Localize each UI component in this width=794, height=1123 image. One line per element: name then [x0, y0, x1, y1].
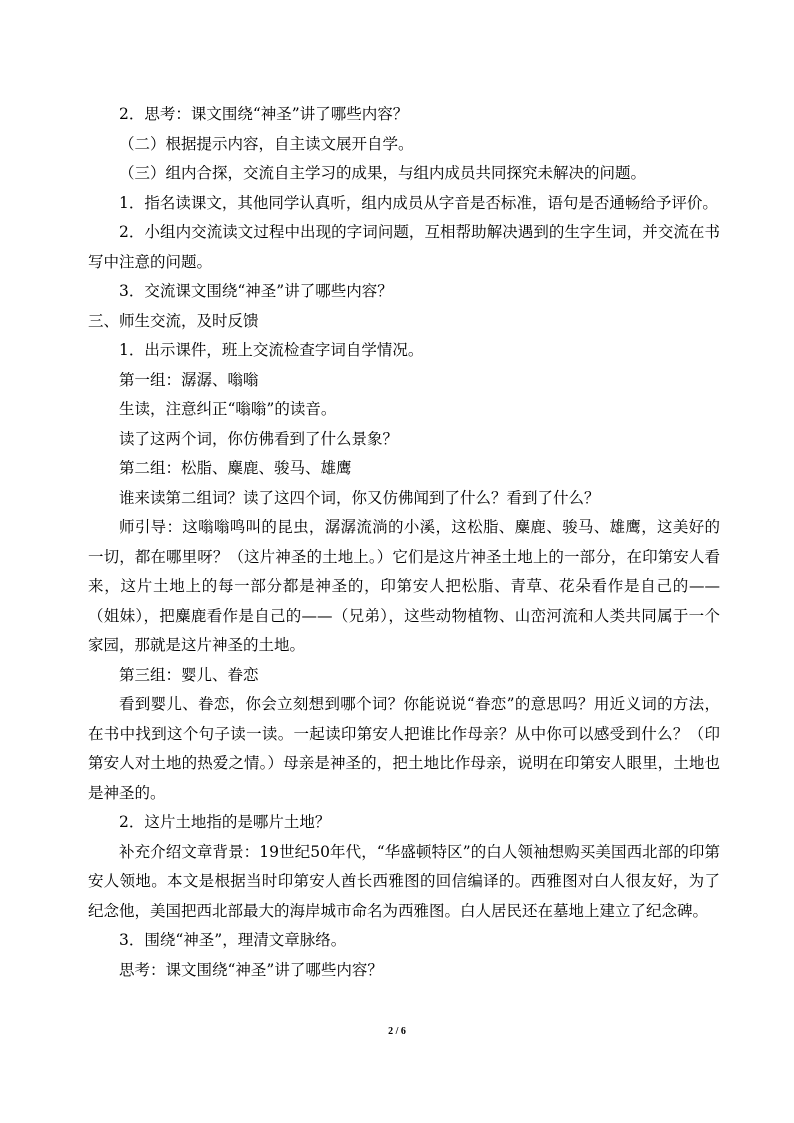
paragraph-8: 1．出示课件，班上交流检查字词自学情况。	[119, 341, 424, 359]
paragraph-9: 第一组：潺潺、嗡嗡	[119, 370, 259, 389]
paragraph-19: 3．围绕“神圣”，理清文章脉络。	[119, 931, 347, 949]
page-number: 2 / 6	[388, 1026, 406, 1037]
paragraph-13: 谁来读第二组词？读了这四个词，你又仿佛闻到了什么？看到了什么？	[119, 488, 600, 507]
paragraph-14: 师引导：这嗡嗡鸣叫的昆虫，潺潺流淌的小溪，这松脂、麋鹿、骏马、雄鹰，这美好的一切，都在哪里呀？（这片神圣的土地上。）它们是这片神圣土地上的一部分，在印第安人看来，这片土地上的每一部分都是神圣的，印第安人把松脂、青草、花朵看作是自己的——（姐妹），把麋鹿看作是自己的——（兄弟），这些动物植物、山峦河流和人类共同属于一个家园，那就是这片神圣的土地。	[88, 518, 720, 654]
paragraph-16: 看到婴儿、眷恋，你会立刻想到哪个词？你能说说“眷恋”的意思吗？用近义词的方法，在书中找到这个句子读一读。一起读印第安人把谁比作母亲？从中你可以感受到什么？（印第安人对土地的热爱之情。）母亲是神圣的，把土地比作母亲，说明在印第安人眼里，土地也是神圣的。	[88, 695, 720, 802]
paragraph-6: 3．交流课文围绕“神圣”讲了哪些内容？	[119, 282, 393, 300]
paragraph-4: 1．指名读课文，其他同学认真听，组内成员从字音是否标准，语句是否通畅给予评价。	[119, 193, 718, 212]
paragraph-20: 思考：课文围绕“神圣”讲了哪些内容？	[119, 960, 383, 979]
paragraph-3: （三）组内合探，交流自主学习的成果，与组内成员共同探究未解决的问题。	[119, 164, 647, 182]
section-heading: 三、师生交流，及时反馈	[88, 311, 259, 330]
paragraph-5: 2．小组内交流读文过程中出现的字词问题，互相帮助解决遇到的生字生词，并交流在书写中注意的问题。	[88, 223, 720, 271]
paragraph-11: 读了这两个词，你仿佛看到了什么景象？	[119, 429, 399, 448]
paragraph-2: （二）根据提示内容，自主读文展开自学。	[119, 134, 414, 153]
paragraph-10: 生读，注意纠正“嗡嗡”的读音。	[119, 400, 337, 418]
paragraph-12: 第二组：松脂、麋鹿、骏马、雄鹰	[119, 459, 352, 477]
document-body	[88, 100, 720, 985]
paragraph-1: 2．思考：课文围绕“神圣”讲了哪些内容？	[119, 105, 409, 123]
paragraph-15: 第三组：婴儿、眷恋	[119, 665, 259, 684]
paragraph-17: 2．这片土地指的是哪片土地？	[119, 813, 331, 831]
paragraph-18: 补充介绍文章背景：19世纪50年代，“华盛顿特区”的白人领袖想购买美国西北部的印第安人领地。本文是根据当时印第安人酋长西雅图的回信编译的。西雅图对白人很友好，为了纪念他，美国把西北部最大的海岸城市命名为西雅图。白人居民还在墓地上建立了纪念碑。	[88, 842, 720, 920]
